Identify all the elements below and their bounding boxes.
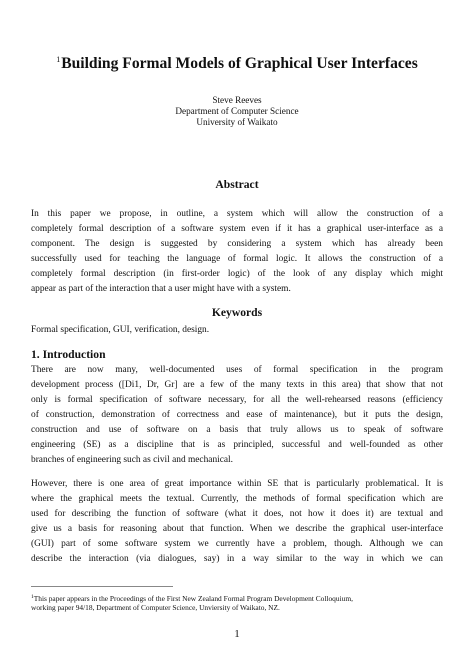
introduction-heading: 1. Introduction — [31, 348, 106, 361]
abstract-line: appear as part of the interaction that a user might have with a system. — [31, 284, 291, 294]
body-line: There are now many, well-documented uses of formal specification in the program — [31, 365, 443, 375]
abstract-line: In this paper we propose, in outline, a system which will allow the construction of a — [31, 209, 443, 219]
title-footnote-marker: 1 — [56, 55, 61, 64]
abstract-line: completely formal description of a software system even if it has a graphical user-interface as a — [31, 224, 443, 234]
page-number: 1 — [234, 628, 240, 640]
footnote-text: This paper appears in the Proceedings of the First New Zealand Formal Program Development Colloquium, — [33, 594, 353, 603]
author-block — [0, 95, 474, 128]
footnote-divider — [31, 586, 173, 587]
abstract-line: successfully used for teaching the language of formal logic. It allows the construction of a — [31, 254, 443, 264]
abstract-heading: Abstract — [215, 178, 259, 191]
body-line: where the graphical meets the textual. Currently, the methods of formal specification which are — [31, 494, 443, 504]
body-line: used for describing the function of software (what it does, not how it does it) are textual and — [31, 509, 443, 519]
body-line: development process ([Di1, Dr, Gr] are a few of the many texts in this area) that show that not — [31, 380, 443, 390]
body-line: However, there is one area of great importance within SE that is particularly problematical. It is — [31, 479, 443, 489]
title-text: Building Formal Models of Graphical User Interfaces — [61, 55, 418, 72]
footnote-line: working paper 94/18, Department of Computer Science, Unviersity of Waikato, NZ. — [31, 603, 280, 612]
body-line: (GUI) part of some software system we currently have a problem, though. Although we can — [31, 539, 443, 549]
footnote-marker: 1 — [31, 594, 34, 600]
author-name: Steve Reeves — [212, 95, 262, 105]
body-line: give us a basis for reasoning about that function. When we describe the graphical user-interface — [31, 524, 443, 534]
abstract-line: component. The design is suggested by considering a system which has already been — [31, 239, 443, 249]
body-line: branches of engineering such as civil and mechanical. — [31, 455, 234, 465]
body-line: describe the interaction (via dialogues, say) in a way similar to the way in which we can — [31, 554, 443, 564]
abstract-line: completely formal description (in first-order logic) of the look of any display which might — [31, 269, 443, 279]
body-line: construction and use of software on a basis that truly allows us to speak of software — [31, 425, 443, 435]
author-institution: University of Waikato — [196, 117, 278, 127]
body-line: of construction, demonstration of correctness and ease of maintenance), but it puts the design, — [31, 410, 443, 420]
body-line: only is formal specification of software necessary, for all the well-rehearsed reasons (efficiency — [31, 395, 443, 405]
keywords-text: Formal specification, GUI, verification, design. — [31, 325, 210, 335]
body-line: engineering (SE) as a discipline that is as principled, successful and well-founded as other — [31, 440, 443, 450]
keywords-heading: Keywords — [211, 306, 263, 319]
author-department: Department of Computer Science — [175, 106, 299, 116]
paper-title — [0, 50, 474, 74]
